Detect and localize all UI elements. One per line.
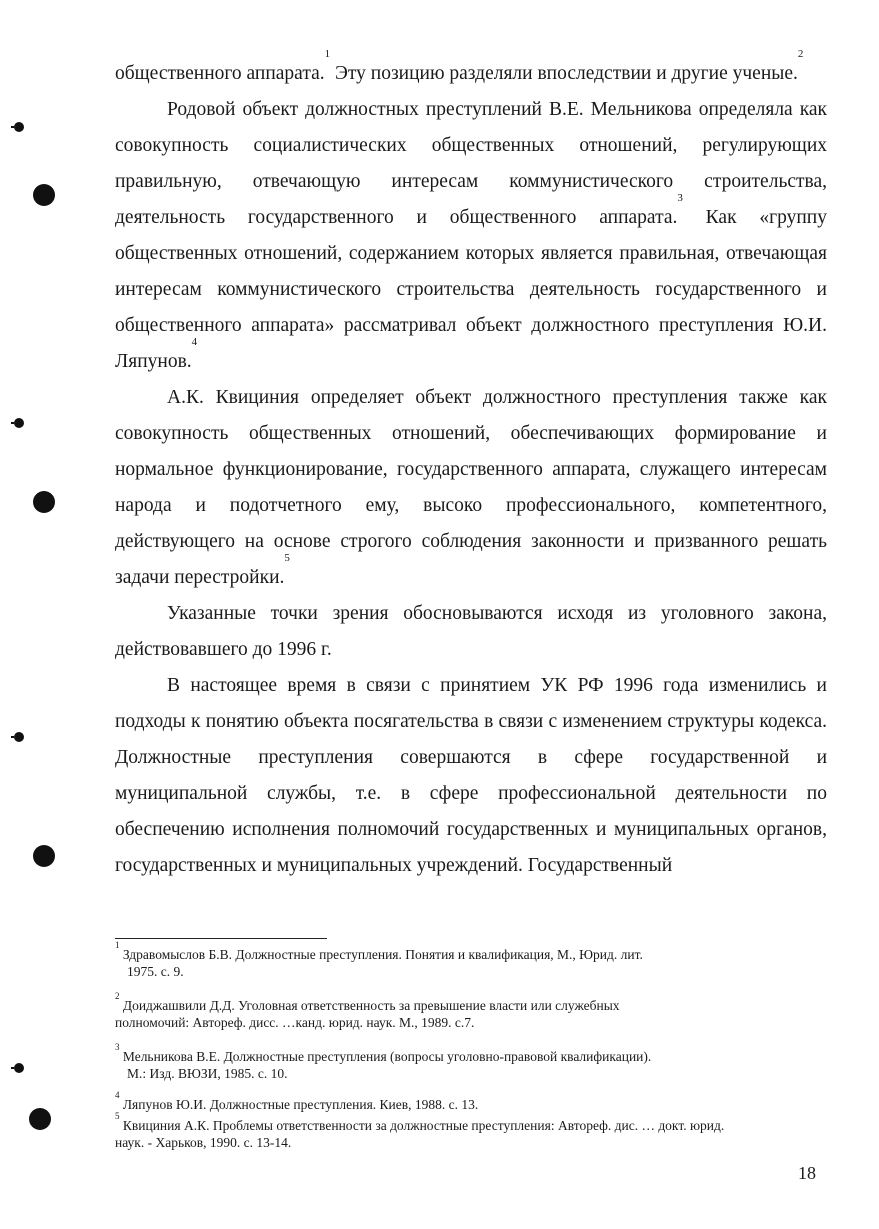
- punch-hole: [33, 845, 55, 867]
- footnote-ref: 3: [677, 192, 683, 204]
- footnote-text: Доиджашвили Д.Д. Уголовная ответственность за превышение власти или служебных: [119, 998, 620, 1013]
- binding-mark: [14, 732, 24, 742]
- footnote-number: 5: [115, 1111, 120, 1121]
- footnote: [115, 1042, 825, 1082]
- paragraph: [115, 48, 827, 92]
- page-number: 18: [798, 1163, 816, 1183]
- text-run: Указанные точки зрения обосновываются исходя из уголовного закона, действовавшего до 1996 г.: [115, 603, 827, 660]
- punch-hole: [33, 491, 55, 513]
- footnote-ref: 1: [324, 48, 331, 60]
- binding-mark: [14, 122, 24, 132]
- paragraph: [115, 380, 827, 596]
- footnote-ref: 2: [797, 48, 804, 60]
- footnote: [115, 991, 825, 1031]
- text-run: Как «группу общественных отношений, содержанием которых является правильная, отвечающая интересам коммунистического строительства деятельность государственного и общественного аппарата» рассматривал объект должностного преступления Ю.И. Ляпунов.: [115, 207, 827, 372]
- footnote-text-continued: М.: Изд. ВЮЗИ, 1985. с. 10.: [127, 1066, 288, 1081]
- text-run: Эту позицию разделяли впоследствии и другие ученые.: [330, 63, 798, 84]
- punch-hole: [33, 184, 55, 206]
- footnote-number: 2: [115, 991, 120, 1001]
- text-run: Родовой объект должностных преступлений В.Е. Мельникова определяла как совокупность социалистических общественных отношений, регулирующих правильную, отвечающую интересам коммунистического строительства, деятельность государственного и общественного аппарата.: [115, 99, 827, 228]
- footnote-text-continued: 1975. с. 9.: [127, 964, 184, 979]
- footnote-number: 3: [115, 1042, 120, 1052]
- footnote-text: Здравомыслов Б.В. Должностные преступления. Понятия и квалификация, М., Юрид. лит.: [119, 947, 643, 962]
- footnote-text: Квициния А.К. Проблемы ответственности за должностные преступления: Автореф. дис. … докт. юрид.: [119, 1118, 725, 1133]
- footnote: [115, 1090, 825, 1113]
- paragraph: [115, 668, 827, 884]
- footnote-text: Ляпунов Ю.И. Должностные преступления. Киев, 1988. с. 13.: [119, 1097, 479, 1112]
- footnote-ref: 5: [284, 552, 290, 564]
- footnote-text-continued: полномочий: Автореф. дисс. …канд. юрид. наук. М., 1989. с.7.: [115, 1015, 475, 1030]
- text-run: А.К. Квициния определяет объект должностного преступления также как совокупность общественных отношений, обеспечивающих формирование и нормальное функционирование, государственного аппарата, служащего интересам народа и подотчетного ему, высоко профессионального, компетентного, действующего на основе строгого соблюдения законности и призванного решать задачи перестройки.: [115, 387, 827, 588]
- footnote-ref: 4: [191, 336, 198, 348]
- footnote: [115, 1111, 825, 1151]
- binding-mark: [14, 1063, 24, 1073]
- binding-mark: [14, 418, 24, 428]
- footnote: [115, 940, 825, 980]
- main-text: [115, 48, 827, 884]
- footnotes: [115, 940, 825, 1151]
- text-run: В настоящее время в связи с принятием УК РФ 1996 года изменились и подходы к понятию объекта посягательства в связи с изменением структуры кодекса. Должностные преступления совершаются в сфере государственной и муниципальной службы, т.е. в сфере профессиональной деятельности по обеспечению исполнения полномочий государственных и муниципальных органов, государственных и муниципальных учреждений. Государственный: [115, 675, 827, 876]
- paragraph: [115, 92, 827, 380]
- footnote-number: 4: [115, 1090, 120, 1100]
- footnote-text: Мельникова В.Е. Должностные преступления (вопросы уголовно-правовой квалификации).: [119, 1049, 652, 1064]
- punch-hole: [29, 1108, 51, 1130]
- footnote-text-continued: наук. - Харьков, 1990. с. 13-14.: [115, 1135, 292, 1150]
- footnote-separator: [115, 938, 327, 939]
- paragraph: [115, 596, 827, 668]
- footnote-number: 1: [115, 940, 120, 950]
- text-run: общественного аппарата.: [115, 63, 325, 84]
